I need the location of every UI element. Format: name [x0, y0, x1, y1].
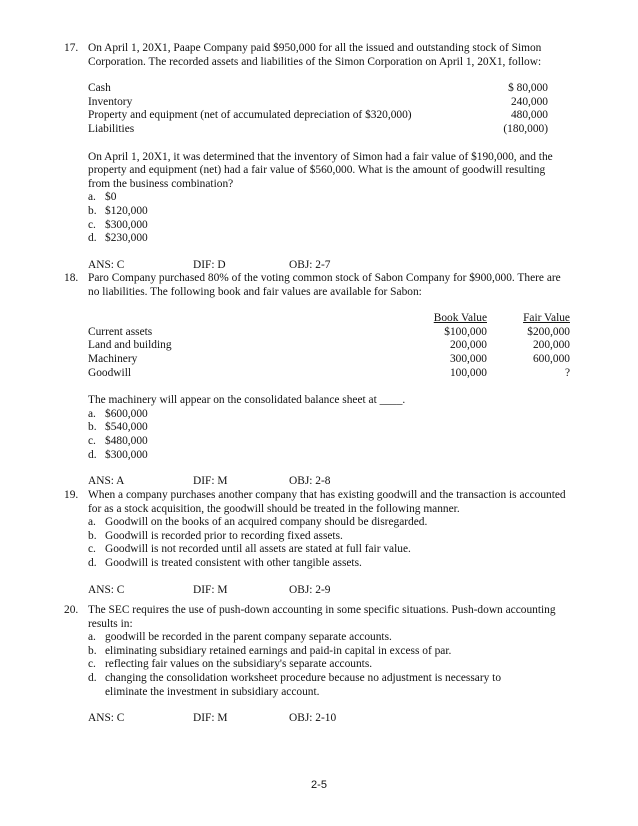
option-text: $0	[105, 191, 117, 204]
option-letter: a.	[88, 407, 96, 420]
row-label: Goodwill	[88, 366, 132, 379]
option-letter: b.	[88, 644, 97, 657]
question-stem: When a company purchases another company that has existing goodwill and the transaction is accounted for as a stock acquisition, the goodwill should be treated in the following manner.	[88, 489, 566, 515]
question-stem: Paro Company purchased 80% of the voting common stock of Sabon Company for $900,000. There are no liabilities. The following book and fair values are available for Sabon:	[88, 272, 561, 298]
option-text: Goodwill is treated consistent with other tangible assets.	[105, 556, 362, 569]
option-text: eliminating subsidiary retained earnings and paid-in capital in excess of par.	[105, 644, 452, 657]
answer-key: ANS: C	[88, 583, 125, 596]
option-letter: a.	[88, 516, 96, 529]
option-text: $120,000	[105, 204, 148, 217]
row-label: Current assets	[88, 325, 153, 338]
option-text: Goodwill is recorded prior to recording fixed assets.	[105, 529, 343, 542]
row-label: Property and equipment (net of accumulated depreciation of $320,000)	[88, 109, 412, 122]
difficulty: DIF: M	[193, 712, 228, 725]
row-label: Liabilities	[88, 122, 135, 135]
row-value: (180,000)	[503, 122, 548, 135]
table-row	[88, 339, 570, 353]
option-letter: c.	[88, 434, 96, 447]
balance-table	[88, 82, 570, 136]
question-number: 19.	[64, 489, 79, 501]
option-text: $230,000	[105, 232, 148, 245]
option-letter: d.	[88, 671, 97, 684]
page-number: 2-5	[311, 779, 327, 791]
options-list	[88, 631, 570, 699]
fair-value: 200,000	[532, 339, 570, 352]
book-value: 300,000	[449, 352, 487, 365]
option-letter: b.	[88, 421, 97, 434]
option-letter: a.	[88, 631, 96, 644]
option-letter: b.	[88, 204, 97, 217]
option-letter: a.	[88, 191, 96, 204]
option-letter: c.	[88, 543, 96, 556]
question-number: 17.	[64, 42, 79, 54]
fair-value-header: Fair Value	[523, 312, 570, 325]
objective: OBJ: 2-10	[289, 712, 337, 725]
table-row	[88, 96, 570, 110]
option-item	[88, 408, 570, 422]
values-table	[88, 312, 570, 380]
option-item	[88, 516, 570, 530]
option-item	[88, 449, 570, 463]
question-text: On April 1, 20X1, it was determined that the inventory of Simon had a fair value of $190,000, and the property and equipment (net) had a fair value of $560,000. What is the amount of goodwill resulting from the business combination?	[88, 150, 553, 190]
difficulty: DIF: M	[193, 583, 228, 596]
book-value: $100,000	[444, 325, 487, 338]
objective: OBJ: 2-9	[289, 583, 331, 596]
question-18	[64, 272, 570, 489]
option-text: $480,000	[105, 434, 148, 447]
answer-line	[88, 584, 570, 598]
option-item	[88, 658, 570, 672]
option-text: $540,000	[105, 421, 148, 434]
option-letter: c.	[88, 218, 96, 231]
option-item	[88, 232, 570, 246]
question-17	[64, 42, 570, 272]
table-row	[88, 367, 570, 381]
option-text: Goodwill on the books of an acquired company should be disregarded.	[105, 516, 428, 529]
row-label: Machinery	[88, 352, 138, 365]
question-20	[64, 604, 570, 726]
question-number: 18.	[64, 272, 79, 284]
option-text: $300,000	[105, 448, 148, 461]
option-text: reflecting fair values on the subsidiary's separate accounts.	[105, 658, 373, 671]
difficulty: DIF: D	[193, 258, 226, 271]
row-value: 240,000	[510, 95, 548, 108]
options-list	[88, 408, 570, 462]
table-row	[88, 353, 570, 367]
row-value: $ 80,000	[508, 82, 548, 95]
option-text: Goodwill is not recorded until all assets are stated at full fair value.	[105, 543, 411, 556]
book-value: 200,000	[449, 339, 487, 352]
answer-line	[88, 259, 570, 273]
option-text: $300,000	[105, 218, 148, 231]
answer-key: ANS: C	[88, 258, 125, 271]
option-item	[88, 191, 570, 205]
answer-key: ANS: A	[88, 475, 125, 488]
question-19	[64, 489, 570, 597]
option-item	[88, 421, 570, 435]
book-value: 100,000	[449, 366, 487, 379]
row-label: Cash	[88, 82, 111, 95]
option-item	[88, 672, 570, 699]
option-letter: d.	[88, 232, 97, 245]
table-row	[88, 123, 570, 137]
option-item	[88, 219, 570, 233]
fair-value: $200,000	[527, 325, 570, 338]
question-text: The machinery will appear on the consolidated balance sheet at ____.	[88, 394, 406, 407]
difficulty: DIF: M	[193, 475, 228, 488]
options-list	[88, 191, 570, 245]
table-row	[88, 326, 570, 340]
option-letter: b.	[88, 529, 97, 542]
option-item	[88, 557, 570, 571]
option-item	[88, 645, 570, 659]
option-letter: c.	[88, 658, 96, 671]
option-item	[88, 205, 570, 219]
row-label: Inventory	[88, 95, 133, 108]
book-value-header: Book Value	[433, 312, 487, 325]
option-item	[88, 530, 570, 544]
objective: OBJ: 2-8	[289, 475, 331, 488]
question-number: 20.	[64, 604, 79, 616]
option-item	[88, 543, 570, 557]
answer-key: ANS: C	[88, 712, 125, 725]
row-value: 480,000	[510, 109, 548, 122]
option-item	[88, 631, 570, 645]
option-text: $600,000	[105, 407, 148, 420]
options-list	[88, 516, 570, 570]
question-stem: The SEC requires the use of push-down accounting in some specific situations. Push-down accounting results in:	[88, 604, 556, 630]
table-row	[88, 109, 570, 123]
question-stem: On April 1, 20X1, Paape Company paid $950,000 for all the issued and outstanding stock of Simon Corporation. The recorded assets and liabilities of the Simon Corporation on April 1, 20X1, follow:	[88, 42, 542, 68]
answer-line	[88, 475, 570, 489]
row-label: Land and building	[88, 339, 172, 352]
option-item	[88, 435, 570, 449]
option-letter: d.	[88, 448, 97, 461]
option-letter: d.	[88, 556, 97, 569]
table-row	[88, 82, 570, 96]
table-header	[88, 312, 570, 326]
fair-value: 600,000	[532, 352, 570, 365]
objective: OBJ: 2-7	[289, 258, 331, 271]
fair-value: ?	[564, 366, 570, 379]
answer-line	[88, 712, 570, 726]
option-text: goodwill be recorded in the parent company separate accounts.	[105, 631, 392, 644]
option-text: changing the consolidation worksheet procedure because no adjustment is necessary to eliminate the investment in subsidiary account.	[105, 671, 502, 698]
